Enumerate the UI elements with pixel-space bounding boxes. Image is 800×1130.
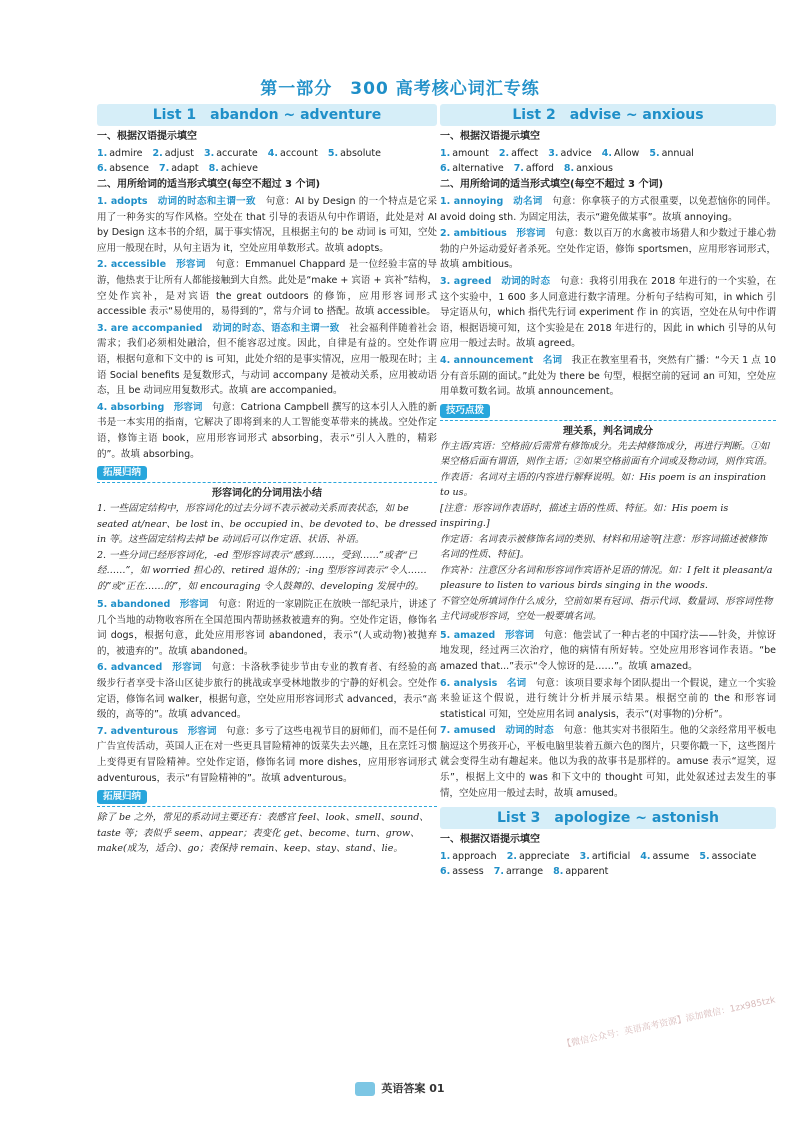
section-heading: 一、根据汉语提示填空 xyxy=(440,131,540,142)
answer-item xyxy=(97,400,437,462)
option-word: advice xyxy=(560,148,592,159)
option-number: 7. xyxy=(158,163,170,174)
section-heading: 二、用所给词的适当形式填空(每空不超过 3 个词) xyxy=(97,179,321,190)
answer-item xyxy=(440,628,776,675)
item-explanation: 我正在教室里看书，突然有广播：“今天 1 点 10 分有音乐剧的面试。”此处为 there be 句型，根据空前的冠词 an 可知，空处应用单数可数名词。故填 announcement。 xyxy=(440,354,776,398)
option-word: apparent xyxy=(565,866,609,878)
item-heading: 3. are accompanied 动词的时态、语态和主谓一致 xyxy=(97,322,350,334)
publisher-logo-icon xyxy=(355,1082,375,1096)
item-explanation: 句意：他其实对书很陌生。他的父亲经常用平板电脑逗这个男孩开心，平板电脑里装着五颜六色的图片，只要你戳一下，这些图片就会变得生动有趣起来。他以为我的故事书是那样的。amuse 表示“逗笑，逗乐”，根据上文中的 was 和下文中的 thought 可知，此处叙述过去发生的事情，空处应用一般过去时，故填 amused。 xyxy=(440,725,776,799)
answer-item xyxy=(440,274,776,352)
option-number: 6. xyxy=(440,163,451,174)
answer-item xyxy=(97,321,437,399)
option-word: adapt xyxy=(171,163,199,174)
note-line: 作表语：名词对主语的内容进行解释说明。如：His poem is an inspiration to us。 xyxy=(440,471,766,499)
answer-option xyxy=(97,161,149,176)
option-word: absolute xyxy=(340,148,381,159)
answer-item xyxy=(440,353,776,400)
item-heading: 3. agreed 动词的时态 xyxy=(440,275,560,287)
note-title: 形容词化的分词用法小结 xyxy=(212,488,322,500)
item-explanation: 句意：Emmanuel Chappard 是一位经验丰富的导游，他热衷于让所有人都能接触到大自然。此处是“make + 宾语 + 宾补”结构，空处作宾补，是对宾语 the great outdoors 的修饰，应用形容词形式 accessible 表示“易使用的，易得到的”，常与介词 to 搭配。故填 accessible。 xyxy=(97,259,437,318)
answer-option xyxy=(440,161,504,176)
item-heading: 5. amazed 形容词 xyxy=(440,629,544,641)
option-number: 1. xyxy=(440,851,451,863)
tip-tag: 拓展归纳 xyxy=(97,466,147,480)
option-number: 5. xyxy=(699,851,710,863)
handwritten-notes xyxy=(97,501,437,594)
option-word: Allow xyxy=(613,148,640,159)
item-explanation: 句意：卡洛秋季徒步节由专业的教育者、有经验的高级步行者享受卡洛山区徒步旅行的挑战或享受林地散步的宁静的好机会。空处作定语，修饰名词 walker，根据句意，空处应用形容词形式 advanced，表示“高级的，高等的”。故填 advanced。 xyxy=(97,662,437,721)
option-word: accurate xyxy=(216,148,258,159)
note-title: 理关系，判名词成分 xyxy=(563,425,653,437)
answer-option xyxy=(548,146,591,161)
option-number: 3. xyxy=(203,148,215,159)
note-line: 不管空处所填词作什么成分，空前如果有冠词、指示代词、数量词、形容词性物主代词或形容词，空处一般要填名词。 xyxy=(440,595,773,623)
option-word: appreciate xyxy=(518,851,570,863)
answer-items xyxy=(97,597,437,786)
item-heading: 1. annoying 动名词 xyxy=(440,196,553,207)
answer-option xyxy=(514,161,554,176)
answer-option xyxy=(204,146,258,161)
answer-option xyxy=(602,146,640,161)
option-number: 1. xyxy=(97,148,108,159)
right-column xyxy=(440,104,776,879)
answer-options xyxy=(440,849,776,879)
option-number: 3. xyxy=(579,851,590,863)
item-heading: 4. announcement 名词 xyxy=(440,354,572,366)
answer-options xyxy=(440,146,776,176)
linking-verbs-note: 除了 be 之外，常见的系动词主要还有：表感官 feel、look、smell、sound、taste 等；表似乎 seem、appear；表变化 get、become、turn、grow、make(成为，适合)、go；表保持 remain、keep、stay、stand、lie。 xyxy=(97,806,437,857)
item-heading: 6. advanced 形容词 xyxy=(97,662,212,674)
answer-option xyxy=(564,161,613,176)
option-word: associate xyxy=(711,851,757,863)
option-word: account xyxy=(280,148,318,159)
note-line: 1. 一些固定结构中，形容词化的过去分词不表示被动关系而表状态，如 be seated at/near、be lost in、be occupied in、be devoted to、be dressed in 等。这些固定结构去掉 be 动词后可以作定语、状语、补语。 xyxy=(97,503,437,546)
option-number: 7. xyxy=(493,866,504,878)
answer-option xyxy=(153,146,194,161)
option-word: anxious xyxy=(576,163,613,174)
answer-items xyxy=(97,194,437,462)
option-word: amount xyxy=(452,148,489,159)
option-number: 4. xyxy=(640,851,651,863)
item-explanation: 句意：AI by Design 的一个特点是它采用了一种务实的写作风格。空处在 that 引导的表语从句中作谓语，此处是对 AI by Design 这本书的介绍，属于事实情况，且根据主句的 be 动词 is 可知，空处应用一般现在时，从句主语为 it，空处应用单数形式。故填 adopts。 xyxy=(97,196,437,254)
option-number: 2. xyxy=(506,851,517,863)
answer-option xyxy=(649,146,694,161)
option-number: 6. xyxy=(440,866,451,878)
note-line: 作主语/宾语：空格前/后需常有修饰成分。先去掉修饰成分，再进行判断。①如果空格后面有谓语，则作主语；②如果空格前面有介词或及物动词，则作宾语。 xyxy=(440,440,773,468)
item-explanation: 句意：他尝试了一种古老的中国疗法——针灸，并惊讶地发现，经过两三次治疗，他的病情有所好转。空处应用形容词作表语。“be amazed that...”表示“令人惊讶的是……”。故填 amazed。 xyxy=(440,629,776,672)
item-explanation: 句意：我将引用我在 2018 年进行的一个实验，在这个实验中，1 600 多人同意进行数字清理。分析句子结构可知，in which 引导定语从句，which 指代先行词 experiment 作 in 的宾语，空处在从句中作谓语，根据语境可知，这个实验是在 2018 年进行的，因此 in which 引导的从句应用一般过去时。故填 agreed。 xyxy=(440,275,777,350)
item-heading: 4. absorbing 形容词 xyxy=(97,401,213,413)
option-number: 7. xyxy=(513,163,524,174)
note-line: [注意：形容词作表语时，描述主语的性质、特征。如：His poem is inspiring.] xyxy=(440,502,729,530)
watermark: 【微信公众号：英语高考资源】添加微信：1zx985tzk xyxy=(561,995,777,1051)
item-heading: 7. adventurous 形容词 xyxy=(97,725,227,737)
option-number: 5. xyxy=(327,148,339,159)
option-word: arrange xyxy=(505,866,544,878)
section-heading: 一、根据汉语提示填空 xyxy=(97,131,197,142)
item-explanation: 句意：数以百万的水禽被市场猎人和少数过于雄心勃勃的户外运动爱好者杀死。空处作定语，修饰 sportsmen，应用形容词形式，故填 ambitious。 xyxy=(440,228,776,271)
answer-option xyxy=(97,146,143,161)
option-number: 8. xyxy=(563,163,575,174)
option-number: 2. xyxy=(152,148,163,159)
option-word: alternative xyxy=(452,163,504,174)
answer-option xyxy=(328,146,381,161)
option-word: affect xyxy=(511,148,539,159)
item-explanation: 句意：你拿筷子的方式很重要，以免惹恼你的同伴。avoid doing sth. 为固定用法，表示“避免做某事”。故填 annoying。 xyxy=(440,196,776,223)
answer-item xyxy=(97,660,437,722)
answer-item xyxy=(440,676,776,723)
option-word: artificial xyxy=(591,851,631,863)
answer-option xyxy=(440,849,497,864)
list2-banner: List 2 advise ~ anxious xyxy=(440,104,776,126)
item-heading: 6. analysis 名词 xyxy=(440,677,536,689)
note-box xyxy=(97,482,437,594)
answer-option xyxy=(553,864,608,879)
item-explanation: 句意：多亏了这些电视节目的厨师们，而不是任何广告宣传活动，英国人正在对一些更具冒险精神的饭菜失去兴趣，且在烹饪习惯上变得更有冒险精神。空处作定语，修饰名词 more dishes，应用形容词形式 adventurous，表示“有冒险精神的”。故填 adventurous。 xyxy=(97,725,437,784)
option-word: afford xyxy=(525,163,554,174)
option-word: achieve xyxy=(220,163,258,174)
item-heading: 2. ambitious 形容词 xyxy=(440,228,555,240)
answer-item xyxy=(97,724,437,786)
answer-item xyxy=(440,226,776,273)
answer-option xyxy=(440,146,489,161)
section-heading: 一、根据汉语提示填空 xyxy=(440,834,540,846)
answer-option xyxy=(699,849,756,864)
option-number: 8. xyxy=(553,866,564,878)
answer-option xyxy=(268,146,318,161)
answer-items xyxy=(440,194,776,400)
note-line: 2. 一些分词已经形容词化，-ed 型形容词表示“感到……，受到……”或者“已经……”，如 worried 担心的、retired 退休的；-ing 型形容词表示“令人……的”或“正在……的”，如 encouraging 令人鼓舞的、developing 发展中的。 xyxy=(97,549,427,592)
option-word: annual xyxy=(661,148,694,159)
option-number: 4. xyxy=(601,148,612,159)
option-word: assess xyxy=(452,866,484,878)
page-title: 第一部分 300 高考核心词汇专练 xyxy=(260,79,540,99)
tip-tag: 技巧点拨 xyxy=(440,404,490,418)
note-line: 作宾补：注意区分名词和形容词作宾语补足语的情况。如：I felt it pleasant/a pleasure to listen to various birds singing in the woods. xyxy=(440,564,773,592)
answer-item xyxy=(440,194,776,225)
answer-option xyxy=(499,146,538,161)
page-footer xyxy=(0,1080,800,1096)
footer-label: 英语答案 01 xyxy=(381,1082,445,1095)
option-word: adjust xyxy=(164,148,194,159)
option-number: 2. xyxy=(498,148,510,159)
option-number: 4. xyxy=(267,148,279,159)
answer-option xyxy=(209,161,258,176)
answer-item xyxy=(97,597,437,659)
answer-option xyxy=(507,849,570,864)
answer-option xyxy=(580,849,631,864)
left-column xyxy=(97,104,437,860)
answer-option xyxy=(640,849,689,864)
answer-option xyxy=(494,864,543,879)
list1-banner: List 1 abandon ~ adventure xyxy=(97,104,437,126)
item-explanation: 句意：该项目要求每个团队提出一个假说，建立一个实验来验证这个假说，进行统计分析并展示结果。根据空前的 the 和形容词 statistical 可知，空处应用名词 analysis，表示“(对事物的)分析”。 xyxy=(440,677,776,720)
option-word: assume xyxy=(652,851,690,863)
option-word: approach xyxy=(452,851,497,863)
answer-options xyxy=(97,146,437,176)
item-heading: 5. abandoned 形容词 xyxy=(97,599,218,611)
option-number: 3. xyxy=(548,148,559,159)
answer-option xyxy=(440,864,484,879)
item-heading: 2. accessible 形容词 xyxy=(97,259,216,271)
answer-item xyxy=(440,723,776,801)
note-box xyxy=(440,420,776,625)
item-explanation: 句意：附近的一家剧院正在放映一部纪录片，讲述了几个当地的动物收容所在全国范围内帮助拯救被遗弃的狗。空处作定语，修饰名词 dogs，根据句意，此处应用形容词 abandoned，表示“(人或动物)被抛弃的，被遗弃的”。故填 abandoned。 xyxy=(97,599,437,657)
list3-banner: List 3 apologize ~ astonish xyxy=(440,807,776,829)
item-explanation: 社会福利伴随着社会需求；我们必须相处融洽，但不能容忍过度。因此，自律是有益的。空处作谓语，根据句意和下文中的 is 可知，此处介绍的是事实情况，应用一般现在时；主语 Social benefits 是复数形式，与动词 accompany 是被动关系，应用被动语态，且 be 动词应用复数形式。故填 are accompanied。 xyxy=(97,322,437,397)
item-heading: 7. amused 动词的时态 xyxy=(440,725,564,737)
option-number: 6. xyxy=(97,163,108,174)
option-number: 5. xyxy=(649,148,660,159)
option-word: admire xyxy=(109,148,143,159)
answer-option xyxy=(159,161,199,176)
answer-item xyxy=(97,257,437,319)
item-explanation: 句意：Catriona Campbell 撰写的这本引人入胜的新书是一本实用的指南，它解决了即将到来的人工智能变革带来的挑战。空处作定语，修饰主语 book，应用形容词形式 absorbing，表示“引人入胜的，精彩的”。故填 absorbing。 xyxy=(97,401,437,460)
answer-item xyxy=(97,194,437,256)
item-heading: 1. adopts 动词的时态和主谓一致 xyxy=(97,196,266,207)
tip-tag: 拓展归纳 xyxy=(97,790,147,804)
option-number: 8. xyxy=(208,163,219,174)
handwritten-notes xyxy=(440,439,776,625)
option-number: 1. xyxy=(440,148,451,159)
answer-items xyxy=(440,628,776,802)
note-line: 作定语：名词表示被修饰名词的类别、材料和用途等[注意：形容词描述被修饰名词的性质、特征]。 xyxy=(440,533,767,561)
option-word: absence xyxy=(109,163,149,174)
section-heading: 二、用所给词的适当形式填空(每空不超过 3 个词) xyxy=(440,179,664,190)
